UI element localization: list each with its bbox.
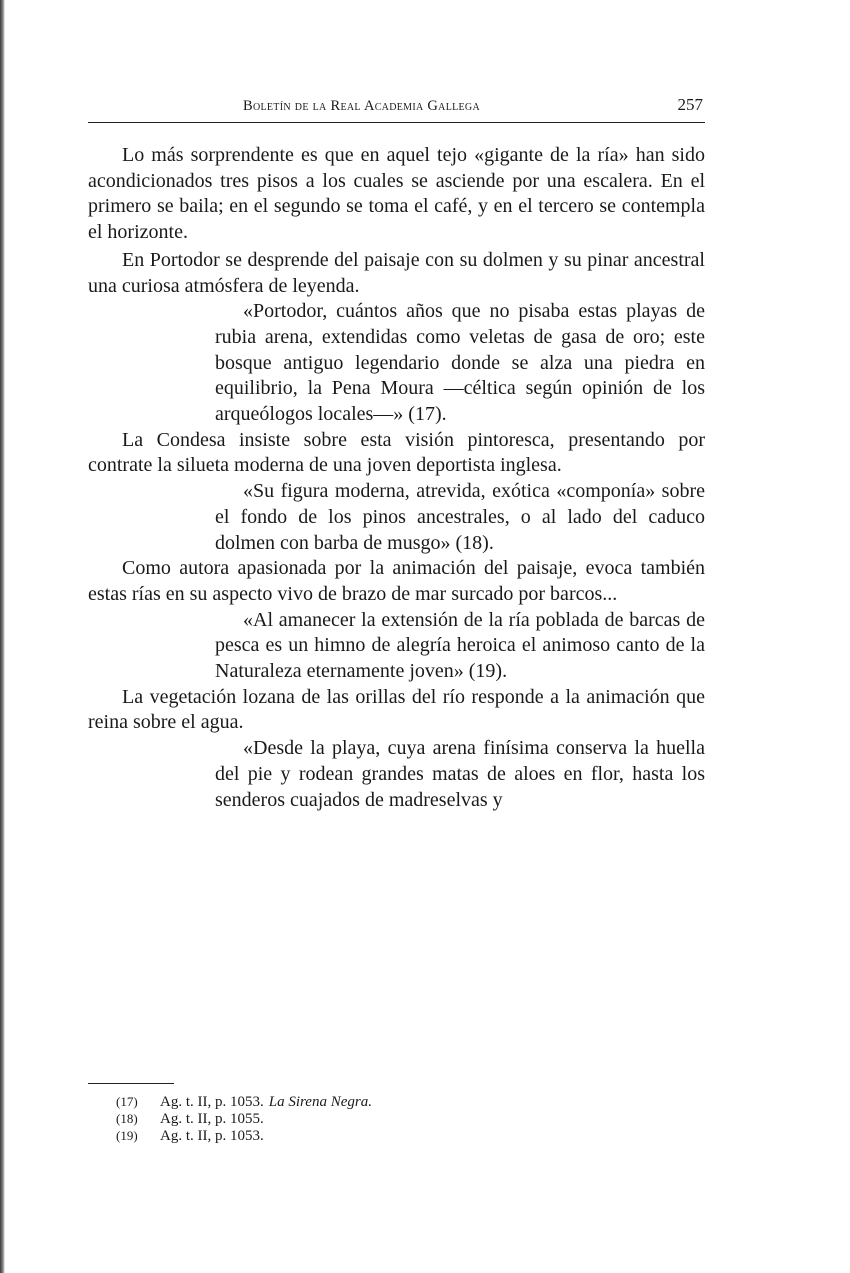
footnote-mark: (18) xyxy=(116,1110,138,1126)
footnote-mark: (17) xyxy=(116,1094,138,1109)
footnote-mark: (19) xyxy=(116,1127,138,1143)
quote-portodor: «Portodor, cuántos años que no pisaba estas playas de rubia arena, extendidas como veletas de gasa de oro; este bosque antiguo legendario donde se alza una piedra en equilibrio, la Pena Moura —céltica según opinión de los arqueólogos locales—» (17). xyxy=(215,300,705,426)
footnote-reference: Ag. t. II, p. 1053. xyxy=(160,1127,264,1144)
footnote-reference: Ag. t. II, p. 1055. xyxy=(160,1110,264,1127)
quote-desde-la-playa: «Desde la playa, cuya arena finísima conserva la huella del pie y rodean grandes matas de aloes en flor, hasta los senderos cuajados de madreselvas y xyxy=(215,737,705,811)
footnote-work-title: La Sirena Negra. xyxy=(268,1094,372,1110)
footnote-reference: Ag. t. II, p. 1053. xyxy=(160,1094,264,1110)
footnote-19 xyxy=(88,1128,588,1145)
paragraph-tejo: Lo más sorprendente es que en aquel tejo «gigante de la ría» han sido acondicionados tres pisos a los cuales se asciende por una escalera. En el primero se baila; en el segundo se toma el café, y en el tercero se contempla el horizonte. xyxy=(88,144,705,244)
paragraph-condesa: La Condesa insiste sobre esta visión pintoresca, presentando por contrate la silueta moderna de una joven deportista inglesa. xyxy=(88,428,705,477)
running-title: Boletín de la Real Academia Gallega xyxy=(243,98,480,114)
footnote-17 xyxy=(88,1094,588,1111)
quote-figura-moderna: «Su figura moderna, atrevida, exótica «componía» sobre el fondo de los pinos ancestrales, o al lado del caduco dolmen con barba de musgo» (18). xyxy=(215,480,705,554)
footnote-18 xyxy=(88,1111,588,1128)
document-page xyxy=(88,92,705,813)
footnote-rule xyxy=(88,1083,174,1084)
page-number: 257 xyxy=(677,95,703,114)
footnotes xyxy=(88,1083,588,1144)
paragraph-autora: Como autora apasionada por la animación del paisaje, evoca también estas rías en su aspecto vivo de brazo de mar surcado por barcos... xyxy=(88,557,705,605)
scan-binding-edge xyxy=(0,0,5,1273)
quote-amanecer: «Al amanecer la extensión de la ría poblada de barcas de pesca es un himno de alegría heroica el animoso canto de la Naturaleza eternamente joven» (19). xyxy=(215,608,705,683)
body-text xyxy=(88,143,705,813)
running-header xyxy=(88,92,705,123)
paragraph-portodor: En Portodor se desprende del paisaje con su dolmen y su pinar ancestral una curiosa atmósfera de leyenda. xyxy=(88,248,705,297)
paragraph-vegetacion: La vegetación lozana de las orillas del río responde a la animación que reina sobre el agua. xyxy=(88,685,705,734)
